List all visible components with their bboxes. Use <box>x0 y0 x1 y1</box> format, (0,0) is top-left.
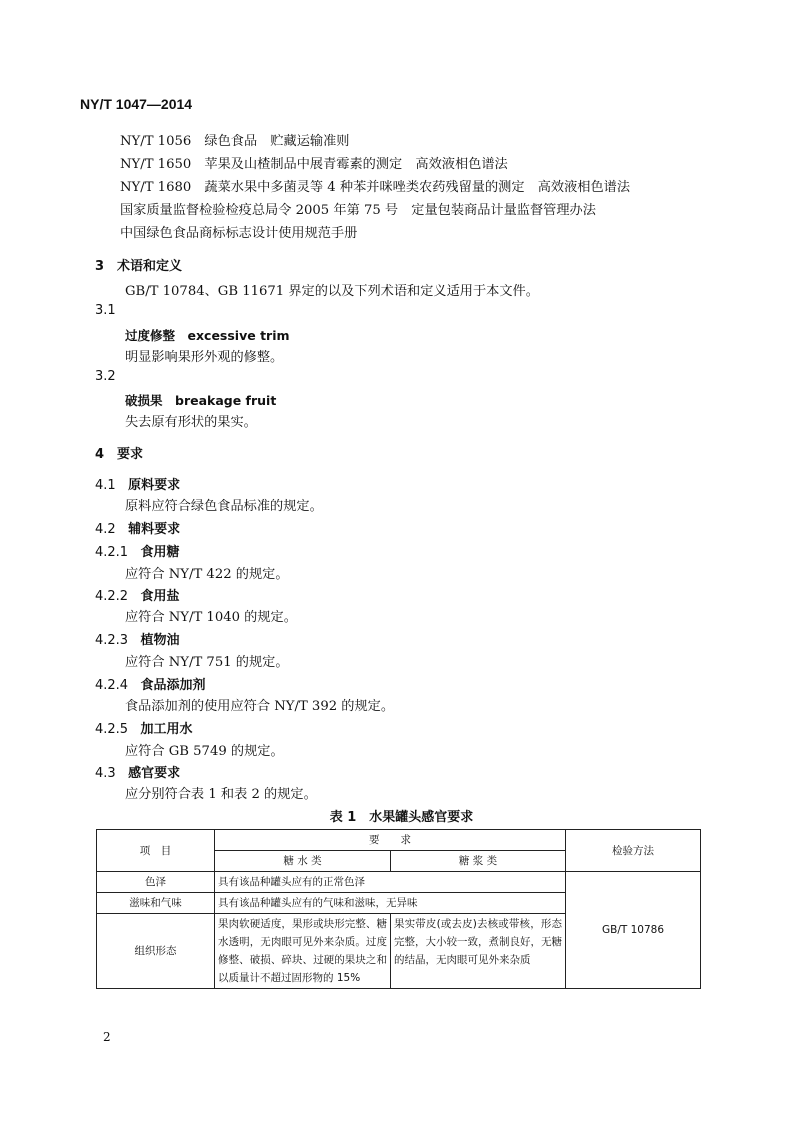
clause-heading <box>95 518 180 537</box>
sensory-requirements-table <box>96 829 701 989</box>
clause-title: 植物油 <box>140 633 180 648</box>
clause-heading <box>95 674 206 693</box>
clause-text: 应符合 NY/T 751 的规定。 <box>125 655 289 670</box>
clause-number: 4.1 <box>95 478 116 493</box>
clause-heading <box>95 585 180 604</box>
table-row <box>97 872 701 893</box>
row-value-color: 具有该品种罐头应有的正常色泽 <box>215 872 566 893</box>
document-header: NY/T 1047—2014 <box>80 96 193 112</box>
clause-text: 应分别符合表 1 和表 2 的规定。 <box>125 787 317 802</box>
clause-number: 4.2.3 <box>95 633 129 648</box>
reference-item: NY/T 1680 蔬菜水果中多菌灵等 4 种苯并咪唑类农药残留量的测定 高效液相色谱法 <box>120 180 631 195</box>
clause-title: 辅料要求 <box>128 522 181 537</box>
header-item: 项 目 <box>97 830 215 872</box>
row-label-texture: 组织形态 <box>97 914 215 989</box>
term-title: 破损果 breakage fruit <box>125 393 277 408</box>
row-value-texture-syrup: 果实带皮(或去皮)去核或带核，形态完整，大小较一致，煮制良好，无糖的结晶，无肉眼可见外来杂质 <box>391 914 566 989</box>
section-intro: GB/T 10784、GB 11671 界定的以及下列术语和定义适用于本文件。 <box>125 284 539 299</box>
term-title: 过度修整 excessive trim <box>125 328 290 343</box>
clause-number: 4.3 <box>95 766 116 781</box>
clause-title: 食用糖 <box>140 545 180 560</box>
page-number: 2 <box>103 1030 111 1044</box>
table-header-row <box>97 830 701 851</box>
clause-title: 感官要求 <box>128 766 181 781</box>
clause-number: 4.2.2 <box>95 589 129 604</box>
clause-heading <box>95 718 193 737</box>
header-requirements: 要 求 <box>215 830 566 851</box>
row-label-color: 色泽 <box>97 872 215 893</box>
clause-number: 4.2 <box>95 522 116 537</box>
table-caption: 表 1 水果罐头感官要求 <box>329 810 474 825</box>
clause-number: 3.1 <box>95 303 116 318</box>
clause-title: 加工用水 <box>140 722 193 737</box>
reference-item: NY/T 1650 苹果及山楂制品中展青霉素的测定 高效液相色谱法 <box>120 157 508 172</box>
reference-item: NY/T 1056 绿色食品 贮藏运输准则 <box>120 134 350 149</box>
clause-heading <box>95 474 180 493</box>
term-definition: 失去原有形状的果实。 <box>125 415 257 430</box>
clause-number: 3.2 <box>95 369 116 384</box>
clause-number: 4.2.4 <box>95 678 129 693</box>
row-label-taste: 滋味和气味 <box>97 893 215 914</box>
method-cell: GB/T 10786 <box>566 872 701 989</box>
section-heading: 3 术语和定义 <box>95 259 183 274</box>
reference-item: 国家质量监督检验检疫总局令 2005 年第 75 号 定量包装商品计量监督管理办法 <box>120 203 596 218</box>
section-heading: 4 要求 <box>95 447 144 462</box>
clause-title: 原料要求 <box>128 478 181 493</box>
clause-text: 应符合 NY/T 422 的规定。 <box>125 567 289 582</box>
clause-heading <box>95 629 180 648</box>
row-value-texture-sugar-water: 果肉软硬适度，果形或块形完整、糖水透明，无肉眼可见外来杂质。过度修整、破损、碎块、过硬的果块之和以质量计不超过固形物的 15% <box>215 914 391 989</box>
clause-heading <box>95 541 180 560</box>
clause-text: 原料应符合绿色食品标准的规定。 <box>125 499 323 514</box>
clause-title: 食用盐 <box>140 589 180 604</box>
clause-text: 食品添加剂的使用应符合 NY/T 392 的规定。 <box>125 699 395 714</box>
clause-heading <box>95 762 180 781</box>
term-definition: 明显影响果形外观的修整。 <box>125 350 284 365</box>
reference-item: 中国绿色食品商标标志设计使用规范手册 <box>120 226 358 241</box>
clause-title: 食品添加剂 <box>140 678 206 693</box>
clause-text: 应符合 GB 5749 的规定。 <box>125 744 284 759</box>
header-method: 检验方法 <box>566 830 701 872</box>
header-syrup: 糖 浆 类 <box>391 851 566 872</box>
clause-text: 应符合 NY/T 1040 的规定。 <box>125 610 297 625</box>
clause-number: 4.2.5 <box>95 722 129 737</box>
clause-number: 4.2.1 <box>95 545 129 560</box>
row-value-taste: 具有该品种罐头应有的气味和滋味，无异味 <box>215 893 566 914</box>
header-sugar-water: 糖 水 类 <box>215 851 391 872</box>
